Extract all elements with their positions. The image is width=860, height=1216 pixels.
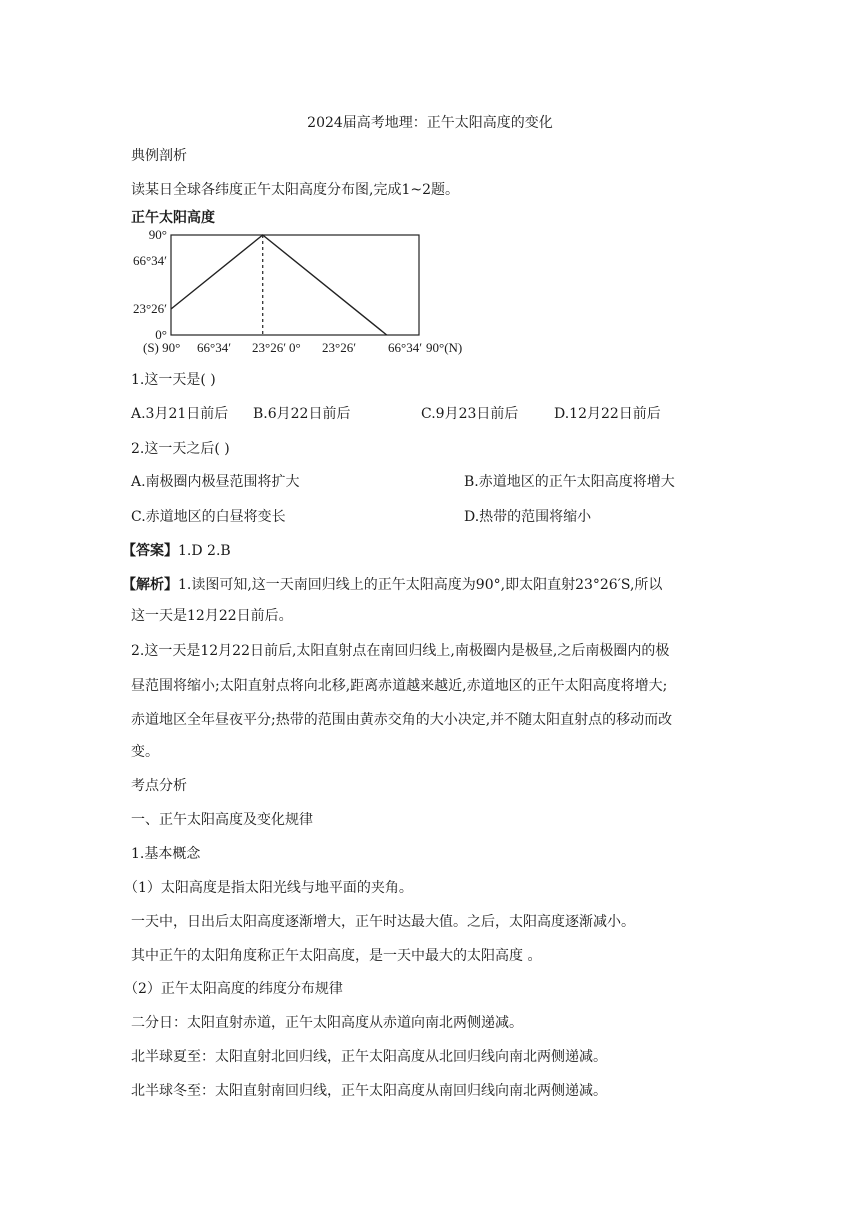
section-example-heading: 典例剖析 [131, 148, 187, 164]
heading-1: 一、正午太阳高度及变化规律 [131, 812, 313, 828]
analysis-p2-line-4: 变。 [131, 744, 159, 760]
q1-option-d: D.12月22日前后 [554, 406, 661, 422]
q2-option-c: C.赤道地区的白昼将变长 [131, 509, 286, 525]
x-tick-label: 90°(N) [426, 340, 463, 355]
question-2-stem: 2.这一天之后( ) [131, 441, 230, 457]
analysis-text-1: 1.读图可知,这一天南回归线上的正午太阳高度为90°,即太阳直射23°26′S,所以 [178, 577, 663, 593]
q1-option-a: A.3月21日前后 [131, 406, 229, 422]
y-tick-label: 0° [155, 327, 167, 342]
q1-option-b: B.6月22日前后 [253, 406, 351, 422]
item-1: （1）太阳高度是指太阳光线与地平面的夹角。 [124, 880, 413, 896]
question-1-stem: 1.这一天是( ) [131, 372, 216, 388]
answer-label: 【答案】 [122, 543, 178, 559]
q2-option-d: D.热带的范围将缩小 [464, 509, 592, 525]
analysis-line-1 [122, 575, 662, 595]
analysis-line-2: 这一天是12月22日前后。 [131, 608, 293, 624]
q2-option-a: A.南极圈内极昼范围将扩大 [131, 474, 300, 490]
noon-sun-altitude-chart [131, 226, 461, 358]
x-tick-label: 66°34′ [197, 340, 232, 355]
answer-text: 1.D 2.B [178, 543, 231, 559]
analysis-p2-line-3: 赤道地区全年昼夜平分;热带的范围由黄赤交角的大小决定,并不随太阳直射点的移动而改 [131, 712, 673, 728]
x-tick-label: 66°34′ [388, 340, 423, 355]
item-2-b: 北半球夏至：太阳直射北回归线，正午太阳高度从北回归线向南北两侧递减。 [131, 1049, 607, 1065]
heading-2: 1.基本概念 [131, 846, 201, 862]
question-intro: 读某日全球各纬度正午太阳高度分布图,完成1~2题。 [131, 182, 459, 198]
q2-option-b: B.赤道地区的正午太阳高度将增大 [464, 474, 675, 490]
x-tick-label: 23°26′ [252, 340, 287, 355]
y-tick-label: 23°26′ [132, 300, 167, 316]
document-title: 2024届高考地理：正午太阳高度的变化 [307, 115, 553, 131]
analysis-label: 【解析】 [122, 577, 178, 593]
x-tick-label: 23°26′ [322, 340, 357, 355]
item-2: （2）正午太阳高度的纬度分布规律 [124, 981, 343, 997]
altitude-series-line [171, 235, 387, 335]
item-1-b: 其中正午的太阳角度称正午太阳高度，是一天中最大的太阳高度 。 [131, 948, 542, 964]
x-tick-label: 0° [289, 340, 301, 355]
chart-frame [171, 235, 419, 335]
analysis-p2-line-2: 昼范围将缩小;太阳直射点将向北移,距离赤道越来越近,赤道地区的正午太阳高度将增大; [131, 678, 668, 694]
q1-option-c: C.9月23日前后 [421, 406, 519, 422]
section-points-heading: 考点分析 [131, 778, 187, 794]
analysis-p2-line-1: 2.这一天是12月22日前后,太阳直射点在南回归线上,南极圈内是极昼,之后南极圈内的极 [131, 643, 670, 659]
y-tick-label: 90° [148, 227, 167, 242]
item-2-a: 二分日：太阳直射赤道，正午太阳高度从赤道向南北两侧递减。 [131, 1015, 523, 1031]
y-tick-label: 66°34′ [132, 253, 167, 269]
x-tick-label: (S) 90° [143, 340, 181, 355]
answer-line [122, 541, 231, 561]
chart-title: 正午太阳高度 [131, 210, 215, 226]
item-2-c: 北半球冬至：太阳直射南回归线，正午太阳高度从南回归线向南北两侧递减。 [131, 1083, 607, 1099]
item-1-a: 一天中，日出后太阳高度逐渐增大，正午时达最大值。之后，太阳高度逐渐减小。 [131, 914, 635, 930]
